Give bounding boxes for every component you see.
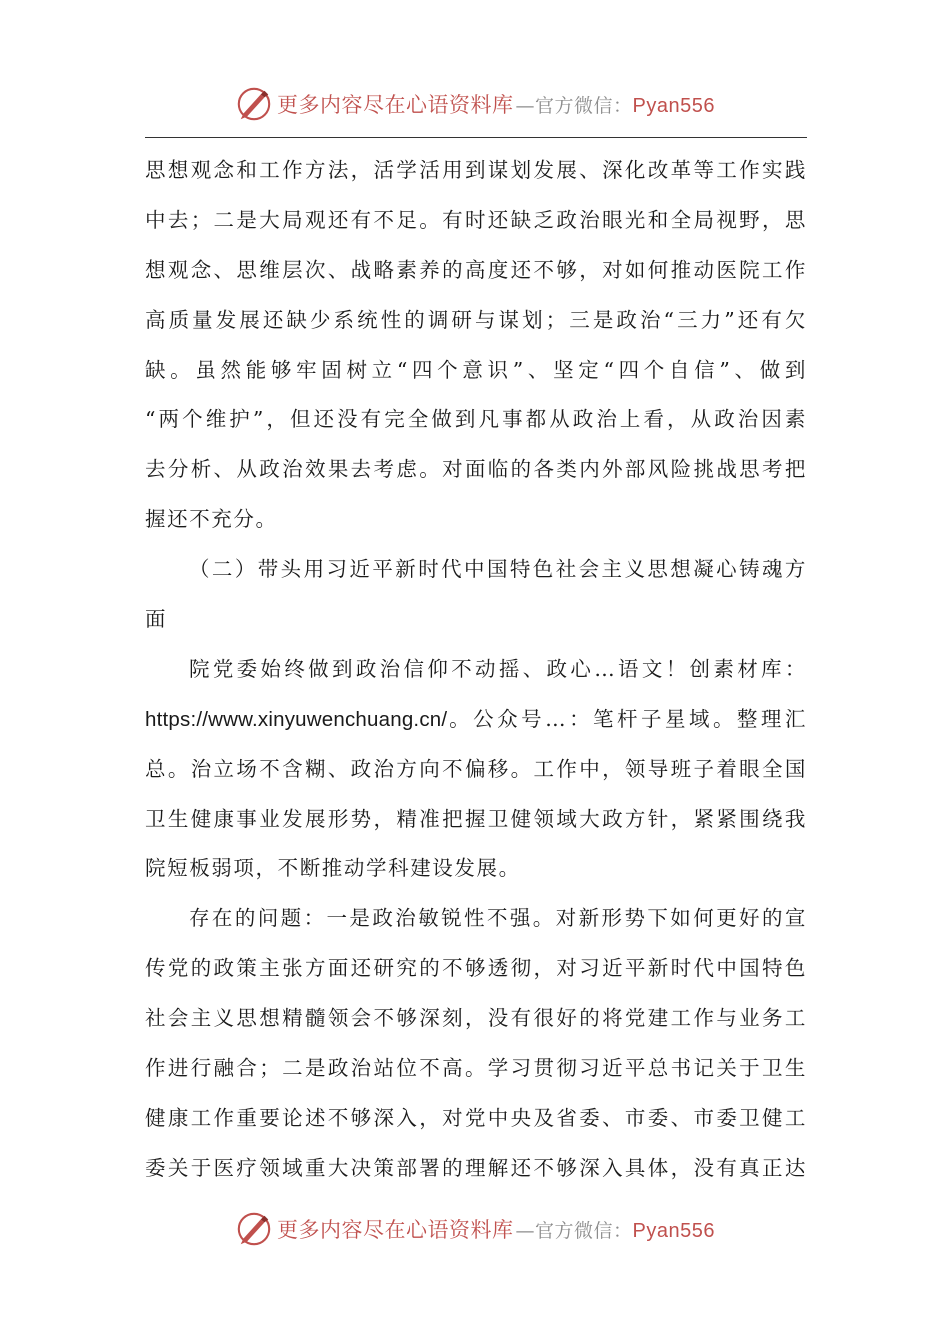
header-banner-text [277, 89, 715, 119]
text-line: “两个维护”，但还没有完全做到凡事都从政治上看，从政治因素 [145, 407, 807, 432]
text-line: 思想观念和工作方法，活学活用到谋划发展、深化改革等工作实践 [145, 158, 807, 182]
footer-banner-main: 更多内容尽在心语资料库 [277, 1218, 514, 1242]
text-line: 作进行融合；二是政治站位不高。学习贯彻习近平总书记关于卫生 [145, 1056, 807, 1081]
header-banner-main: 更多内容尽在心语资料库 [277, 93, 514, 117]
text-line: 委关于医疗领域重大决策部署的理解还不够深入具体，没有真正达 [145, 1155, 807, 1180]
text-line: 社会主义思想精髓领会不够深刻，没有很好的将党建工作与业务工 [145, 1006, 807, 1031]
website-url: https://www.xinyuwenchuang.cn/ [145, 707, 448, 731]
text-line: 握还不充分。 [145, 507, 278, 532]
text-line: 想观念、思维层次、战略素养的高度还不够，对如何推动医院工作 [145, 257, 807, 282]
text-line: 去分析、从政治效果去考虑。对面临的各类内外部风险挑战思考把 [145, 457, 807, 482]
text-line-with-url [145, 695, 807, 745]
header-banner-handle: Pyan556 [632, 95, 715, 117]
paragraph-2 [145, 645, 807, 894]
header-banner-sub: —官方微信： [515, 95, 633, 117]
text-line-rest: 。公众号…：笔杆子星域。整理汇 [447, 706, 807, 731]
paragraph-3 [145, 894, 807, 1193]
text-line: 健康工作重要论述不够深入，对党中央及省委、市委、市委卫健工 [145, 1105, 807, 1130]
text-line: 高质量发展还缺少系统性的调研与谋划；三是政治“三力”还有欠 [145, 307, 807, 332]
section-heading [145, 545, 807, 645]
footer-banner-sub: —官方微信： [515, 1220, 633, 1242]
pen-logo-icon [235, 1210, 273, 1248]
footer-banner [0, 1207, 950, 1251]
header-banner [0, 82, 950, 126]
heading-line: 面 [145, 607, 168, 632]
text-line: 传党的政策主张方面还研究的不够透彻，对习近平新时代中国特色 [145, 956, 807, 981]
text-line: 总。治立场不含糊、政治方向不偏移。工作中，领导班子着眼全国 [145, 756, 807, 781]
footer-banner-handle: Pyan556 [632, 1220, 715, 1242]
paragraph-1 [145, 146, 807, 545]
text-line: 存在的问题：一是政治敏锐性不强。对新形势下如何更好的宣 [189, 906, 807, 931]
footer-banner-text [277, 1214, 715, 1244]
text-line: 卫生健康事业发展形势，精准把握卫健领域大政方针，紧紧围绕我 [145, 806, 807, 831]
header-divider [145, 137, 807, 138]
text-line: 中去；二是大局观还有不足。有时还缺乏政治眼光和全局视野，思 [145, 207, 807, 232]
text-line: 缺。虽然能够牢固树立“四个意识”、坚定“四个自信”、做到 [145, 357, 807, 382]
document-body [145, 146, 807, 1194]
pen-logo-icon [235, 85, 273, 123]
text-line: 院短板弱项，不断推动学科建设发展。 [145, 856, 521, 881]
heading-line: （二）带头用习近平新时代中国特色社会主义思想凝心铸魂方 [189, 557, 807, 582]
text-line: 院党委始终做到政治信仰不动摇、政心…语文！创素材库： [189, 656, 807, 681]
